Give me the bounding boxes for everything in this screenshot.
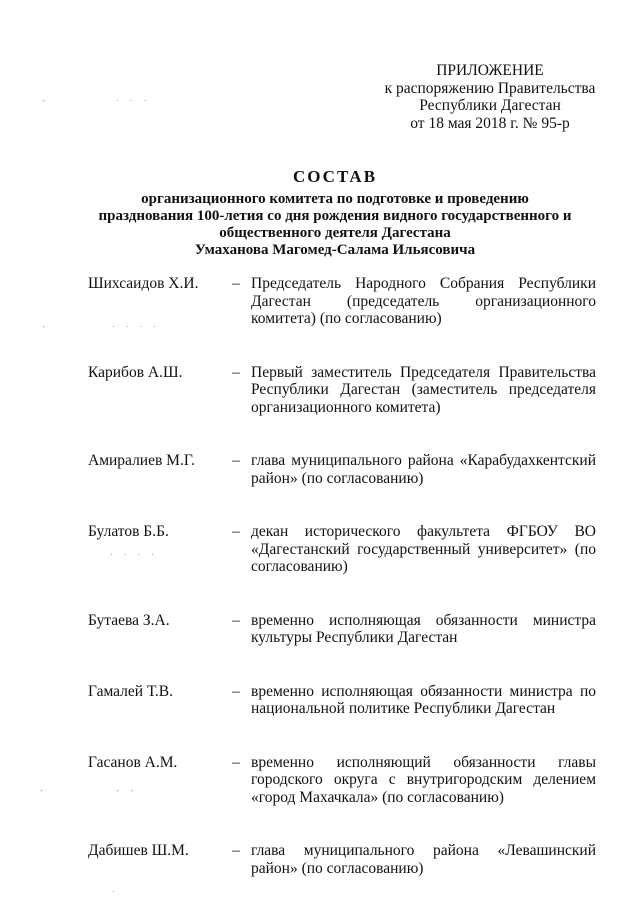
member-name: Карибов А.Ш. [88, 363, 183, 381]
member-row [88, 683, 596, 718]
member-row [88, 754, 596, 807]
member-role: Первый заместитель Председателя Правительства Республики Дагестан (заместитель председателя организационного комитета) [251, 363, 596, 416]
member-row [88, 842, 596, 877]
member-role: временно исполняющая обязанности министра по национальной политике Республики Дагестан [251, 682, 596, 717]
member-dash: – [232, 275, 240, 292]
member-name: Гасанов А.М. [88, 753, 178, 771]
scan-speck: - [42, 96, 50, 106]
member-name: Булатов Б.Б. [88, 523, 169, 540]
member-row [88, 452, 596, 487]
member-row [88, 364, 596, 417]
member-row [88, 612, 596, 647]
annex-line-2: Республики Дагестан [419, 97, 561, 114]
member-name: Амиралиев М.Г. [88, 452, 195, 469]
member-dash: – [232, 682, 240, 700]
member-dash: – [232, 523, 240, 540]
heading-subtitle-4: Умаханова Магомед-Салама Ильясовича [194, 242, 476, 258]
scan-speck: . . . . [112, 320, 161, 330]
heading-title: СОСТАВ [292, 167, 378, 186]
scan-speck: . [112, 885, 119, 895]
annex-block [380, 62, 600, 132]
member-dash: – [232, 363, 240, 381]
scan-speck: . . . . [110, 548, 159, 558]
members-list [88, 275, 596, 913]
scan-speck: . . . [116, 94, 151, 104]
member-row [88, 275, 596, 328]
scan-speck: - [40, 786, 48, 796]
member-role: Председатель Народного Собрания Республики Дагестан (председатель организационного комитета) (по согласованию) [251, 275, 596, 327]
member-name: Дабишев Ш.М. [88, 842, 189, 859]
member-dash: – [232, 842, 240, 859]
member-role: глава муниципального района «Карабудахкентский район» (по согласованию) [251, 452, 596, 487]
member-name: Гамалей Т.В. [88, 682, 173, 700]
member-dash: – [232, 753, 240, 771]
member-role: декан исторического факультета ФГБОУ ВО «Дагестанский государственный университет» (по согласованию) [251, 523, 596, 575]
member-role: временно исполняющая обязанности министра культуры Республики Дагестан [251, 611, 596, 646]
member-dash: – [232, 611, 240, 629]
member-role: глава муниципального района «Левашинский район» (по согласованию) [251, 842, 596, 877]
annex-title: ПРИЛОЖЕНИЕ [436, 62, 544, 79]
member-row [88, 523, 596, 576]
annex-line-1: к распоряжению Правительства [384, 79, 596, 97]
heading-subtitle-3: общественного деятеля Дагестана [219, 225, 451, 241]
member-name: Шихсаидов Х.И. [88, 275, 199, 292]
scan-speck: - - [116, 786, 138, 796]
document-heading [70, 167, 600, 259]
member-name: Бутаева З.А. [88, 611, 170, 629]
annex-line-3: от 18 мая 2018 г. № 95-р [410, 114, 570, 132]
heading-subtitle-1: организационного комитета по подготовке и проведению [141, 191, 529, 207]
heading-subtitle-2: празднования 100-летия со дня рождения видного государственного и [98, 208, 572, 224]
member-role: временно исполняющий обязанности главы городского округа с внутригородским делением «город Махачкала» (по согласованию) [251, 753, 596, 806]
scan-speck: - [42, 322, 50, 332]
member-dash: – [232, 452, 240, 469]
